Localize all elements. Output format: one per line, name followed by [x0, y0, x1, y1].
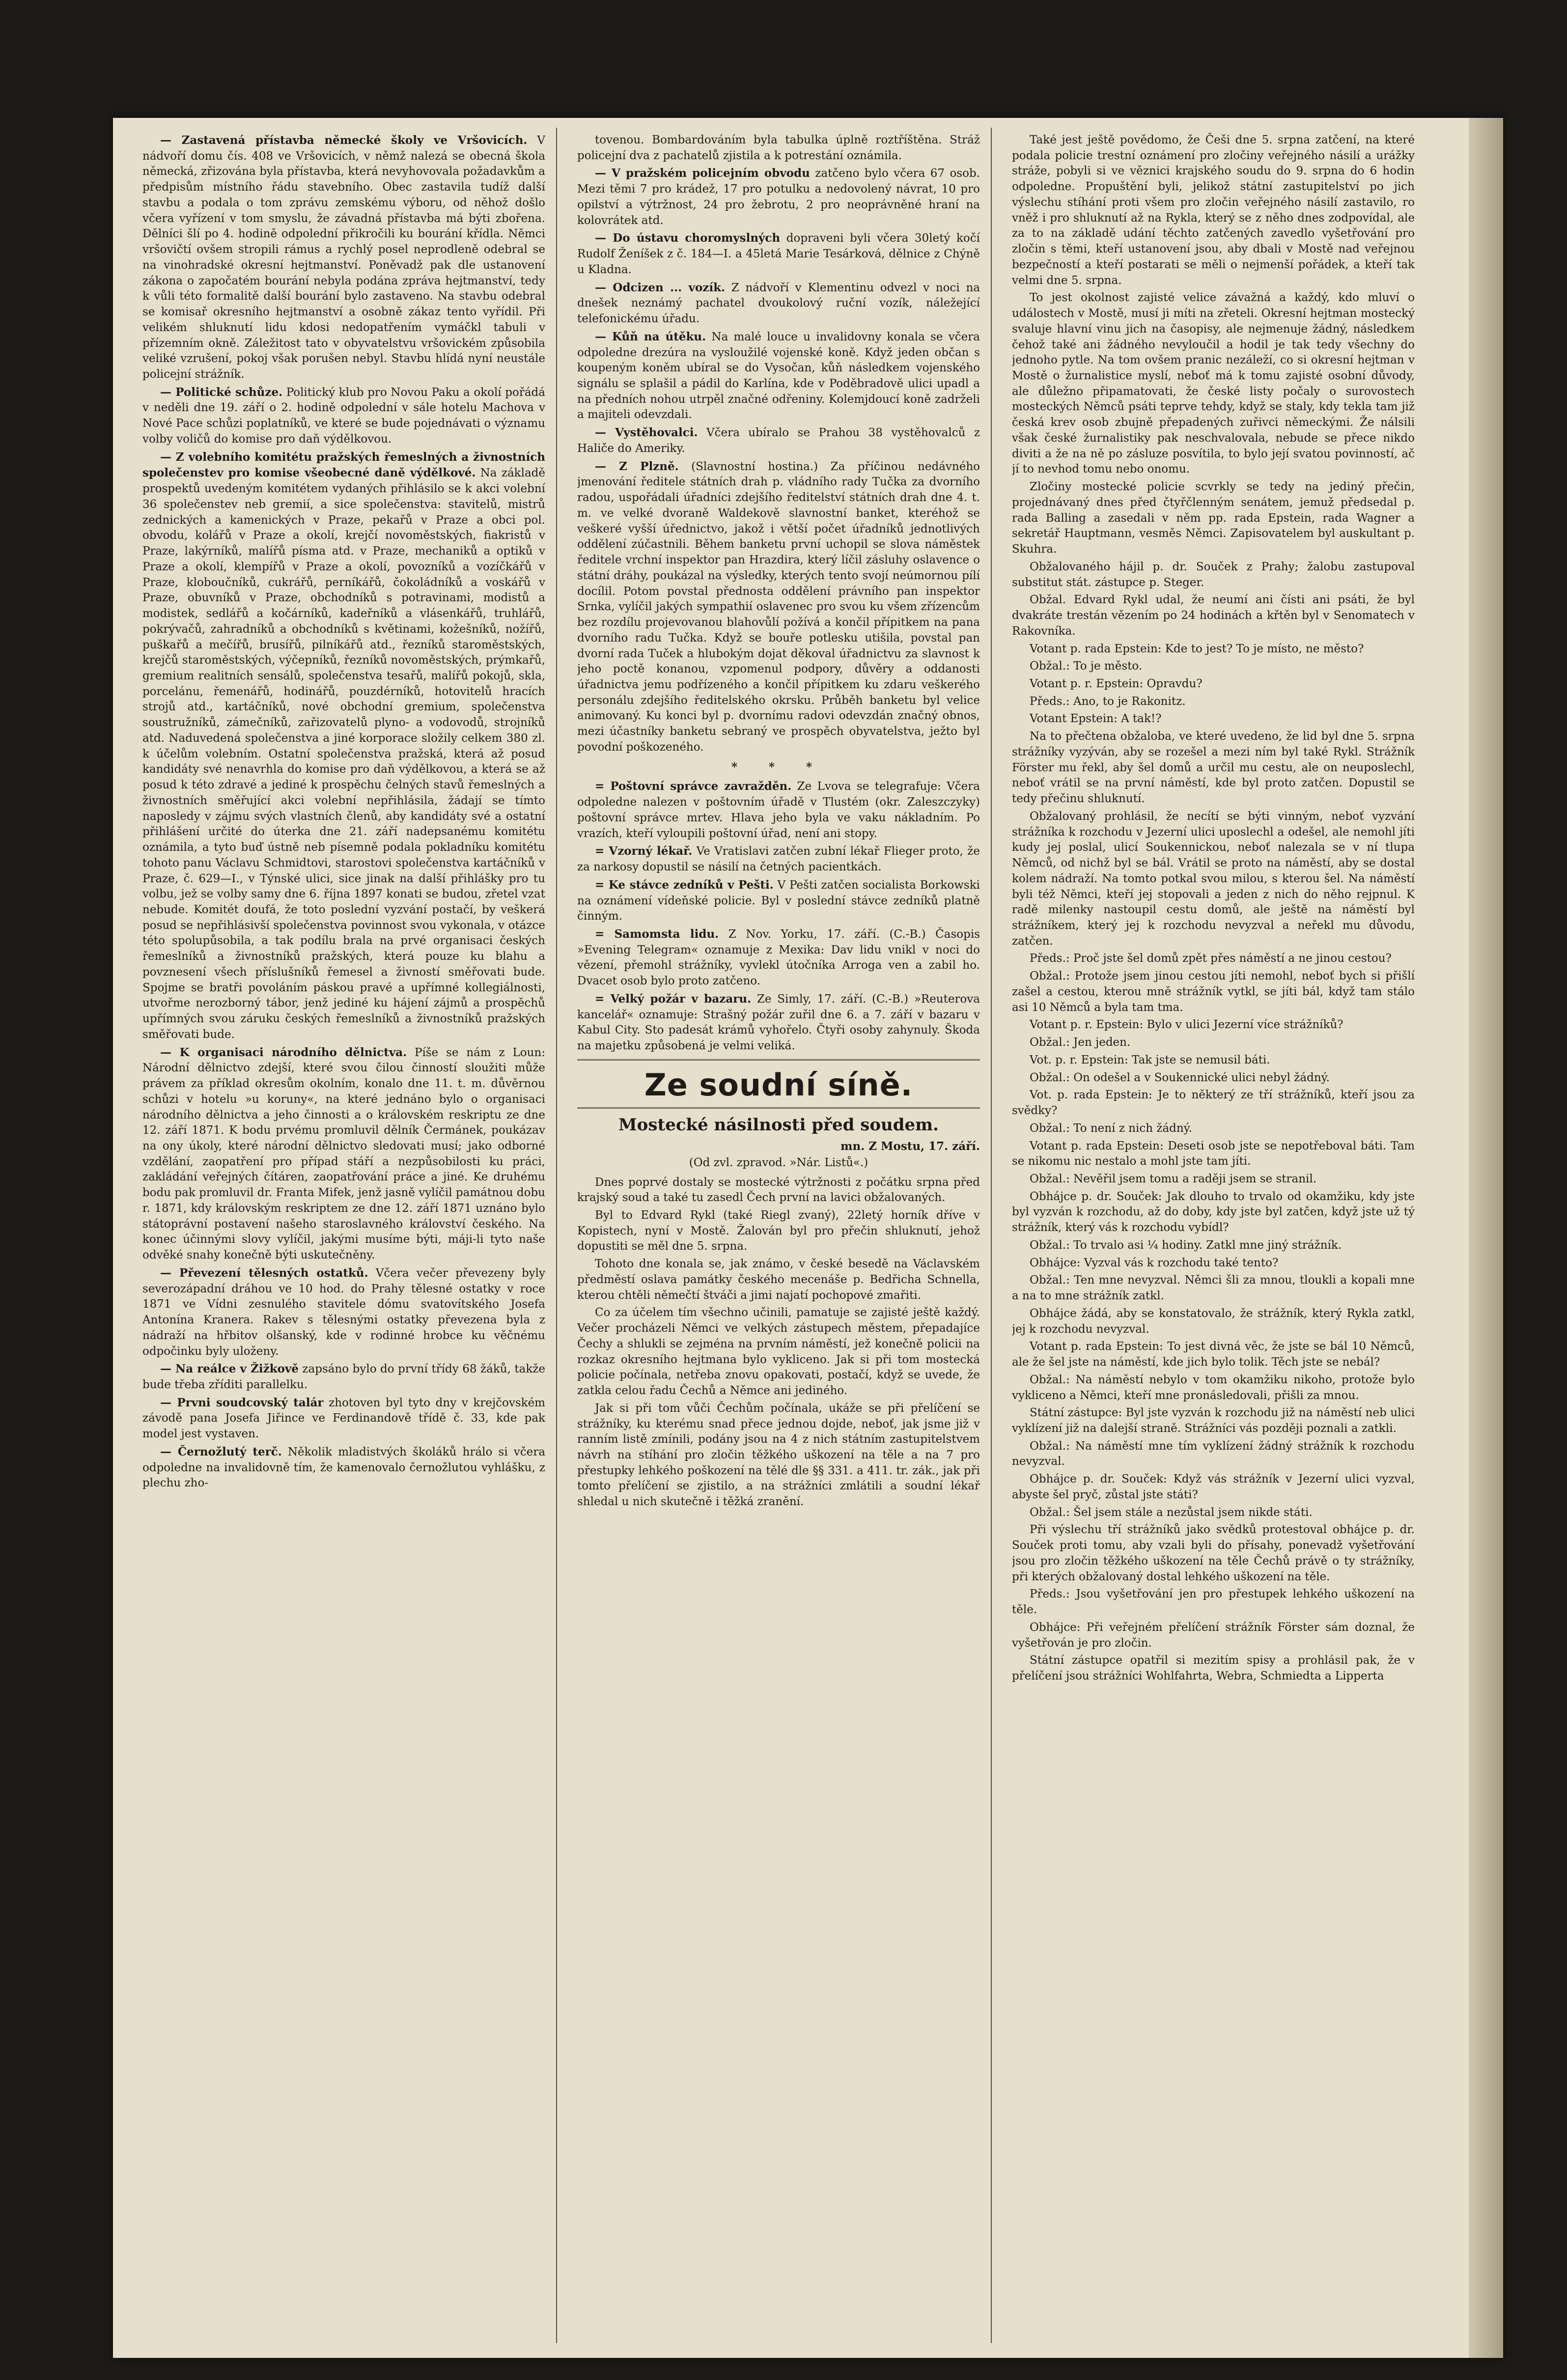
- news-item: [1012, 592, 1415, 639]
- news-headline: = Samomsta lidu.: [595, 927, 719, 941]
- news-headline: — Z volebního komitétu pražských řemeslných a živnostních společenstev pro komise všeobecné daně výdělkové.: [142, 450, 545, 480]
- news-headline: = Velký požár v bazaru.: [595, 992, 752, 1006]
- column-rule: [556, 128, 557, 2343]
- news-body: Politický klub pro Novou Paku a okolí pořádá v neděli dne 19. září o 2. hodině odpolední v sále hotelu Machova v Nové Pace schůzi poplatníků, ve které se bude pojednávati o významu volby voličů do komise pro daň výdělkovou.: [142, 386, 545, 446]
- news-item: [577, 459, 980, 756]
- news-item: [577, 779, 980, 841]
- news-body: zapsáno bylo do první třídy 68 žáků, takže bude třeba zříditi parallelku.: [142, 1363, 545, 1392]
- news-body: V nádvoří domu čís. 408 ve Vršovicích, v němž nalezá se obecná škola německá, zřizována byla přístavba, která nevyhovovala požadavkům a předpisům místního řádu stavebního. Obec zastavila tudíž další stavbu a podala o tom zprávu zemskému výboru, od něhož došlo včera vyřízení v tom smyslu, že závadná přístavba má býti zbořena. Dělníci šlí po 4. hodině odpolední přikročili ku bourání křídla. Němci vršovičtí ovšem stropili rámus a rychlý posel neprodleně odebral se na vinohradské okresní hejtmanství. Poněvadž pak dle ustanovení zákona o započatém bourání nebyla podána zpráva hejtmanství, tedy k vůli této formalitě další bourání bylo zastaveno. Na stavbu odebral se komisař okresního hejtmanství a osobně zákaz tento vyřídil. Při velikém shluknutí lidu kdosi nedopatřením vymáčkl tabuli v přízemním okně. Záležitost tato v obyvatelstvu vršovickém způsobila veliké vzrušení, pokoj však porušen nebyl. Stavbu hlídá nyní neustále policejní strážník.: [142, 134, 545, 381]
- dialogue-line: Votant p. rada Epstein: Deseti osob jste se nepotřeboval báti. Tam se nikomu nic nestalo a mohl jste tam jíti.: [1012, 1139, 1415, 1168]
- news-item: [142, 133, 545, 383]
- dialogue-line: Obžal.: To není z nich žádný.: [1030, 1121, 1192, 1135]
- news-body: Na malé louce u invalidovny konala se včera odpoledne drezúra na vysloužilé vojenské koně. Když jeden občan s koupeným koněm ubíral se do Vysočan, kůň následkem vojenského signálu se splašil a pádil do Karlína, kde v Poděbradově ulici upadl a na předních nohou utrpěl značné odřeniny. Kolemjdoucí koně zadrželi a majiteli odevzdali.: [577, 330, 980, 421]
- news-item: [577, 133, 980, 164]
- news-body: Státní zástupce opatřil si mezitím spisy a prohlásil pak, že v přelíčení jsou strážníci Wohlfahrta, Webra, Schmiedta a Lipperta: [1012, 1654, 1415, 1683]
- news-headline: — Vystěhovalci.: [595, 426, 698, 440]
- dialogue-line: Obžal.: Protože jsem jinou cestou jíti nemohl, neboť bych si přišlí zašel a cestou, kterou mně strážník vytkl, se jíti bál, když tam stálo asi 10 Němců a byla tam tma.: [1012, 970, 1415, 1014]
- news-headline: — Odcizen ... vozík.: [595, 280, 726, 294]
- news-item: [577, 1305, 980, 1399]
- news-item: [1012, 809, 1415, 950]
- news-body: Na to přečtena obžaloba, ve které uvedeno, že lid byl dne 5. srpna strážníky vyzýván, aby se rozešel a mezi ním byl také Rykl. Strážník Förster mu řekl, aby šel domů a určil mu cestu, ale on neuposlechl, neboť vrátil se na první náměstí, kde byl proto zatčen. Dopustil se tedy přečinu shluknutí.: [1012, 730, 1415, 806]
- news-headline: — V pražském policejním obvodu: [595, 167, 810, 180]
- news-item: [577, 230, 980, 278]
- news-item: [577, 843, 980, 875]
- news-body: Ze Lvova se telegrafuje: Včera odpoledne nalezen v poštovním úřadě v Tlustém (okr. Zaleszczyky) poštovní správce mrtev. Hlava jeho byla ve vaku nákladním. Po vrazích, kteří vyloupili poštovní úřad, není ani stopy.: [577, 780, 980, 840]
- news-item: [1012, 1653, 1415, 1684]
- news-body: Několik mladistvých školáků hrálo si včera odpoledne na invalidovně tím, že kamenovalo černožlutou vyhlášku, z plechu zho-: [142, 1445, 545, 1490]
- dialogue-line: Obžal.: Na náměstí nebylo v tom okamžiku nikoho, protože bylo vykliceno a Němci, kteří mne pronásledovali, přišli za mnou.: [1012, 1373, 1415, 1402]
- dialogue-line: Obhájce p. dr. Souček: Jak dlouho to trvalo od okamžiku, kdy jste byl vyzván k rozchodu, až do doby, kdy jste byl zatčen, když jste už tý strážník, který vás k rozchodu vybídl?: [1012, 1190, 1415, 1234]
- article-source: (Od zvl. zpravod. »Nár. Listů«.): [689, 1156, 868, 1169]
- dialogue-line: Votant Epstein: A tak!?: [1030, 712, 1162, 726]
- news-item: [577, 280, 980, 327]
- news-headline: — Prvni soudcovský talár: [160, 1396, 324, 1409]
- column-3: [1012, 133, 1415, 2343]
- column-rule: [991, 128, 992, 2343]
- news-item: [577, 329, 980, 423]
- dialogue-line: Předs.: Proč jste šel domů zpět přes náměstí a ne jinou cestou?: [1030, 952, 1392, 965]
- news-body: Obžalovaný prohlásil, že necítí se býti vinným, neboť vyzvání strážníka k rozchodu v Jezerní ulici uposlechl a odešel, ale nemohl jíti kudy jej poslal, ulicí Soukennickou, neboť nalezala se v ní tlupa Němců, od nichž byl se bál. Vrátil se proto na náměstí, aby se dostal kolem nádraží. Na tomto potkal svou milou, s kterou šel. Na náměstí byli též Němci, kteří jej stopovali a jeden z nich do něho rejpnul. K radě milenky nastoupil cestu domů, ale ještě na náměstí byl strážníkem, který jej k rozchodu nevyzval a neřekl mu důvodu, zatčen.: [1012, 810, 1415, 948]
- news-item: [142, 1444, 545, 1491]
- section-divider: [577, 1107, 980, 1109]
- article-dateline: mn. Z Mostu, 17. září.: [840, 1140, 980, 1153]
- news-body: (Slavnostní hostina.) Za příčinou nedávného jmenování ředitele státních drah p. vládního rady Tučka za dvorního radou, uspořádali úřadníci zdejšího ředitelství státních drah dne 4. t. m. ve velké dvoraně Waldekově slavnostní banket, kteréhož se veškeré vyšší úřednictvo, jakož i větší počet úřadníků jednotlivých oddělení zúčastnili. Během banketu první uchopil se slova náměstek ředitele vrchní inspektor pan Hrazdira, který líčil zásluhy oslavence o státní dráhy, poukázal na výsledky, kterých tento svojí neúmornou pílí docílil. Potom povstal přednosta oddělení právního pan inspektor Srnka, vylíčil jakých sympathií oslavenec pro svou ku všem zřízencům bez rozdílu projevovanou blahovůlí požívá a končil přípitkem na pana dvorního radu Tučka. Když se bouře potlesku utišila, povstal pan dvorní rada Tuček a hlubokým dojat děkoval úřadnictvu za slavnost k jeho poctě konanou, vzpomenul podpory, důvěry a oddanosti úřadnictva jemu podřízeného a končil přípitkem ku zdaru veškerého personálu zdejšího ředitelského okrsku. Průběh banketu byl velice animovaný. Ku konci byl p. dvornímu radovi odevzdán značný obnos, mezi účastníky banketu sebraný ve prospěch obyvatelstva, ježto byl povodní poškozeného.: [577, 460, 980, 754]
- news-body: Obžalovaného hájil p. dr. Souček z Prahy; žalobu zastupoval substitut stát. zástupce p. Steger.: [1012, 560, 1415, 589]
- news-headline: — K organisaci národního dělnictva.: [160, 1045, 407, 1059]
- dialogue-line: Obžal.: Na náměstí mne tím vyklízení žádný strážník k rozchodu nevyzval.: [1012, 1439, 1415, 1468]
- news-body: Obžal. Edvard Rykl udal, že neumí ani čísti ani psáti, že byl dvakráte trestán vězením po 24 hodinách a křtěn byl v Senomatech v Rakovníka.: [1012, 593, 1415, 638]
- news-item: [577, 877, 980, 924]
- news-item: [142, 1395, 545, 1442]
- column-1: [142, 133, 545, 2343]
- dialogue-line: Obhájce p. dr. Souček: Když vás strážník v Jezerní ulici vyzval, abyste šel pryč, zůstal jste státi?: [1012, 1473, 1415, 1501]
- dialogue-line: Votant p. r. Epstein: Bylo v ulici Jezerní více strážníků?: [1030, 1018, 1343, 1032]
- news-item: [1012, 479, 1415, 558]
- news-body: Tohoto dne konala se, jak známo, v české besedě na Václavském předměstí oslava památky českého mecenáše p. Bedřicha Schnella, kterou chtěli němečtí štváči a jimi najatí pochopové zmařiti.: [577, 1258, 980, 1302]
- news-body: Ze Simly, 17. září. (C.-B.) »Reuterova kancelář« oznamuje: Strašný požár zuřil dne 6. a 7. září v bazaru v Kabul City. Sto padesát krámů vyhořelo. Čtyři osoby zahynuly. Škoda na majetku způsobená je velmi veliká.: [577, 992, 980, 1053]
- news-body: zatčeno bylo včera 67 osob. Mezi těmi 7 pro krádež, 17 pro potulku a nedovolený návrat, 10 pro opilství a výtržnost, 24 pro žebrotu, 2 pro neoprávněné hraní na kolovrátek atd.: [577, 167, 980, 227]
- news-body: Při výslechu tří strážníků jako svědků protestoval obhájce p. dr. Souček proti tomu, aby vzali byli do přísahy, ponevadž vyšetřování jsou pro zločin těžkého uškození na těle Čechů právě o ty strážníky, při kterých obžalovaný dostal lehkého uškození na těle.: [1012, 1523, 1415, 1583]
- news-item: [142, 1045, 545, 1263]
- news-item: [142, 385, 545, 448]
- news-item: [577, 1401, 980, 1510]
- dialogue-line: Obhájce žádá, aby se konstatovalo, že strážník, který Rykla zatkl, jej k rozchodu nevyzval.: [1012, 1307, 1415, 1336]
- news-item: [1012, 1522, 1415, 1585]
- news-headline: — Z Plzně.: [595, 459, 679, 473]
- news-item: [577, 1257, 980, 1303]
- dialogue-line: Státní zástupce: Byl jste vyzván k rozchodu již na náměstí neb ulici vyklízení již na dalejší straně. Strážníci vás později poznali a zatkli.: [1012, 1406, 1415, 1435]
- news-body: V Pešti zatčen socialista Borkowski na oznámení vídeňské policie. Byl v poslední stávce zedníků platně činným.: [577, 878, 980, 923]
- news-body: tovenou. Bombardováním byla tabulka úplně roztříštěna. Stráž policejní dva z pachatelů zjistila a k potrestání oznámila.: [577, 134, 980, 162]
- news-headline: — Černožlutý terč.: [160, 1445, 282, 1458]
- section-divider: [577, 1059, 980, 1061]
- section-separator: * * *: [731, 760, 826, 774]
- news-body: Ve Vratislavi zatčen zubní lékař Flieger proto, že za narkosy dopustil se násilí na četných pacientkách.: [577, 845, 980, 874]
- news-body: Na základě prospektů uvedeným komitétem vydaných přihlásilo se k akci volební 36 společenstev neb gremií, a sice společenstva: stavitelů, mistrů zednických a kamenických v Praze, pekařů v Praze a obci pol. obvodu, kolářů v Praze a okolí, krejčí novoměstských, fiakristů v Praze, lakýrníků, malířů písma atd. v Praze, mechaniků a optiků v Praze a okolí, klempířů v Praze a okolí, povozníků a vozíčkářů v Praze, kloboučníků, cukrářů, perníkářů, čokoládníků a voskářů v Praze, obuvníků v Praze, obchodníků s potravinami, modistů a modistek, sedlářů a kočárníků, kadeřníků a vlásenkářů, truhlářů, pokrývačů, zahradníků a obchodníků s květinami, kožešníků, nožířů, puškařů a mečířů, brusířů, pilníkářů atd., řezníků staroměstských, krejčů staroměstských, výčepníků, řezníků novoměstských, prýmkařů, gremium realitních sensálů, společenstva tesařů, malířů pokojů, skla, porcelánu, řemenářů, hodinářů, pouzdérníků, hotovitelů hracích strojů atd., kartáčníků, nové obchodní gremium, společenstva soustružníků, zámečníků, zařizovatelů plyno- a vodovodů, strojníků atd. Naduvedená společenstva a jiné korporace složily celkem 380 zl. k účelům volebním. Ostatní společenstva pražská, která až posud kandidáty své nenavrhla do komise pro daň výdělkovou, a která se až posud k této zdravé a jediné k prospěchu čelných stavů řemeslných a živnostních směřující akci volební nepřihlásila, žádají se tímto naposledy v zájmu svých vlastních členů, aby kandidáty své a ostatní přihlášení určité do úterka dne 21. září nadepsanému komitétu oznámila, a tyto buď ústně neb písemně podala pokladníku komitétu tohoto panu Václavu Schmidtovi, starostovi společenstva kartáčníků v Praze, č. 629—I., v Týnské ulici, sice jinak na další přihlášky pro tu volbu, jež se volby samy dne 6. října 1897 konati se budou, zřetel vzat nebude. Komitét doufá, že toto poslední vyzvání postačí, by veškerá posud se nepřihlásivší společenstva povinnost svou vykonala, v otázce této spolupůsobila, a tak podílu brala na prvé organisaci českých řemeslníků a živnostníků pražských, která pouze ku blahu a povznesení všech příslušníků řemesel a živností směřovati bude. Spojme se bratři povoláním páskou pravé a upřímné kollegiálnosti, utvořme nerozborný tábor, jenž jediné ku hájení zájmů a prospěchů upřímných svou záruku českých řemeslníků a živnostníků pražských směřovati bude.: [142, 467, 545, 1041]
- news-body: Včera večer převezeny byly severozápadní dráhou ve 10 hod. do Prahy tělesné ostatky v roce 1871 ve Vídni zesnulého stavitele dómu svatovítského Josefa Antonína Kranera. Rakev s tělesnými ostatky převezena byla z nádraží na hřbitov olšanský, kde v rodinné hrobce ku věčnému odpočinku byly uloženy.: [142, 1266, 545, 1358]
- dialogue-line: Obžal.: Šel jsem stále a nezůstal jsem nikde státi.: [1030, 1506, 1313, 1519]
- dialogue-line: Votant p. r. Epstein: Opravdu?: [1030, 677, 1203, 690]
- news-item: [577, 991, 980, 1054]
- news-item: [142, 1361, 545, 1393]
- news-body: Včera ubíralo se Prahou 38 vystěhovalců z Haliče do Ameriky.: [577, 426, 980, 455]
- page-spine: [1469, 118, 1503, 2358]
- news-headline: = Poštovní správce zavražděn.: [595, 780, 792, 793]
- news-body: Byl to Edvard Rykl (také Riegl zvaný), 22letý horník dříve v Kopistech, nyní v Mostě. Žalován byl pro přečin shluknutí, jehož dopustiti se měl dne 5. srpna.: [577, 1209, 980, 1253]
- dialogue-line: Obžal.: On odešel a v Soukennické ulici nebyl žádný.: [1030, 1071, 1330, 1084]
- news-headline: = Vzorný lékař.: [595, 844, 693, 858]
- news-item: [577, 425, 980, 456]
- news-item: [1012, 729, 1415, 807]
- dialogue-line: Obhájce: Vyzval vás k rozchodu také tento?: [1030, 1256, 1279, 1269]
- news-body: dopraveni byli včera 30letý kočí Rudolf Ženíšek z č. 184—I. a 45letá Marie Tesárková, dělnice z Chýně u Kladna.: [577, 232, 980, 276]
- news-headline: — Kůň na útěku.: [595, 330, 706, 343]
- dialogue-line: Vot. p. rada Epstein: Je to některý ze tří strážníků, kteří jsou za svědky?: [1012, 1089, 1415, 1118]
- dialogue-line: Předs.: Jsou vyšetřování jen pro přestupek lehkého uškození na těle.: [1012, 1588, 1415, 1617]
- dialogue-line: Obžal.: Nevěřil jsem tomu a raději jsem se stranil.: [1030, 1173, 1317, 1185]
- dialogue-line: Obžal.: To trvalo asi ¼ hodiny. Zatkl mne jiný strážník.: [1030, 1238, 1342, 1252]
- news-item: [142, 449, 545, 1043]
- news-body: zhotoven byl tyto dny v krejčovském závodě pana Josefa Jiřince ve Ferdinandově třídě č. 33, kde pak model jest vystaven.: [142, 1396, 545, 1441]
- news-body: Píše se nám z Loun: Národní dělnictvo zdejší, které svou čilou činností sloužiti může právem za příklad okresům okolním, konalo dne 11. t. m. důvěrnou schůzi v hotelu »u koruny«, na které jednáno bylo o organisaci národního dělnictva a jeho činnosti a o královském reskriptu ze dne 12. září 1871. K bodu prvému promluvil dělník Čermánek, poukázav na ony úkoly, které národní dělnictvo sledovati musí; jako odborné vzdělání, zaopatření pro případ stáří a nezpůsobilosti ku práci, zakládání veřejných čítáren, zaopatřování práce a jiné. Ke druhému bodu pak promluvil dr. Franta Mifek, jenž jasně vylíčil památnou dobu r. 1871, kdy královským reskriptem ze dne 12. září 1871 uznáno bylo státoprávní postavení našeho staroslavného království českého. Na konec účinnými slovy vylíčil, jakými musíme býti, máji-li tyto naše odvěké snahy konečně býti uskutečněny.: [142, 1046, 545, 1262]
- news-headline: — Politické schůze.: [160, 385, 283, 399]
- news-body: Dnes poprvé dostaly se mostecké výtržnosti z počátku srpna před krajský soud a také tu zasedl Čech první na lavici obžalovaných.: [577, 1176, 980, 1204]
- dialogue-line: Votant p. rada Epstein: To jest divná věc, že jste se bál 10 Němců, ale že šel jste na náměstí, kde jich bylo tolik. Těch jste se nebál?: [1012, 1340, 1415, 1369]
- column-2: [577, 133, 980, 2343]
- news-headline: = Ke stávce zedníků v Pešti.: [595, 878, 774, 892]
- news-headline: — Zastavená přístavba německé školy ve Vršovicích.: [160, 134, 528, 147]
- news-headline: — Do ústavu choromyslných: [595, 231, 781, 245]
- news-item: [577, 1175, 980, 1206]
- news-headline: — Převezení tělesných ostatků.: [160, 1266, 368, 1280]
- news-body: Z nádvoří v Klementinu odvezl v noci na dnešek neznámý pachatel dvoukolový ruční vozík, náležející telefonickému úřadu.: [577, 281, 980, 326]
- dialogue-line: Obžal.: To je město.: [1030, 660, 1143, 673]
- news-headline: — Na reálce v Žižkově: [160, 1362, 299, 1376]
- news-item: [1012, 560, 1415, 590]
- article-title: Mostecké násilnosti před soudem.: [618, 1115, 939, 1135]
- news-item: [1012, 133, 1415, 288]
- dialogue-line: Votant p. rada Epstein: Kde to jest? To je místo, ne město?: [1030, 642, 1364, 655]
- news-body: Co za účelem tím všechno učinili, pamatuje se zajisté ještě každý. Večer procházeli Němci ve velkých zástupech městem, přepadajíce Čechy a shlukli se zejména na prvním náměstí, jež konečně policii na rozkaz okresního hejtmana bylo vykliceno. Jak si při tom mostecká policie počínala, netřeba znovu opakovati, postačí, když se uvede, že zatkla celou řadu Čechů a Němce ani jediného.: [577, 1306, 980, 1398]
- dialogue-line: Obhájce: Při veřejném přelíčení strážník Förster sám doznal, že vyšetřován je pro zločin.: [1012, 1621, 1415, 1650]
- dialogue-line: Obžal.: Ten mne nevyzval. Němci šli za mnou, tloukli a kopali mne a na to mne strážník zatkl.: [1012, 1274, 1415, 1303]
- dialogue-line: Předs.: Ano, to je Rakonitz.: [1030, 695, 1186, 708]
- news-item: [577, 1208, 980, 1255]
- news-item: [577, 926, 980, 989]
- dialogue-line: Obžal.: Jen jeden.: [1030, 1036, 1131, 1049]
- news-body: To jest okolnost zajisté velice závažná a každý, kdo mluví o událostech v Mostě, musí ji míti na zřeteli. Okresní hejtman mostecký svaluje hlavní vinu jich na časopisy, ale nejmenuje žádný, následkem čehož také ani žádného nevyloučil a hodil je tak tedy všechny do jednoho pytle. Na tom ovšem pranic nezáleží, co si okresní hejtman v Mostě o žurnalistice myslí, neboť má k tomu zajisté osobní důvody, ale důležno připamatovati, že české listy počaly o surovostech mosteckých Němců psáti teprve tehdy, když se staly, kdy tekla tam již česká krev osob zbujně přepadených zuřivci německými. Že nálsili však české žurnalistiky pak neschvalovala, nebude se přece nikdo diviti a že na ně po zásluze posvítila, to bylo její svatou povinností, ač jí to nevhod tomu nebo onomu.: [1012, 291, 1415, 476]
- news-body: Jak si při tom vůči Čechům počínala, ukáže se při přelíčení se strážníky, ku kterému snad přece jednou dojde, neboť, jak jsme již v ranním listě zmínili, podány jsou na 4 z nich státním zastupitelstvem návrh na stíhání pro zločin těžkého uškození na těle a na 7 pro přestupky lehkého poškození na tělé dle §§ 331. a 411. tr. zák., jak při tomto přelíčení se zjistilo, a na strážníci zmlátili a soudní lékař shledal u nich skutečně i těžká zranění.: [577, 1401, 980, 1509]
- news-item: [142, 1265, 545, 1359]
- section-banner: Ze soudní síně.: [644, 1066, 913, 1103]
- news-body: Z Nov. Yorku, 17. září. (C.-B.) Časopis »Evening Telegram« oznamuje z Mexika: Dav lidu vnikl v noci do vězení, přemohl strážníky, vyvlekl útočníka Arroga ven a zabil ho. Dvacet osob bylo proto zatčeno.: [577, 927, 980, 988]
- news-item: [577, 166, 980, 228]
- dialogue-line: Vot. p. r. Epstein: Tak jste se nemusil báti.: [1030, 1053, 1270, 1066]
- newspaper-page: [113, 118, 1503, 2358]
- news-body: Také jest ještě povědomo, že Češi dne 5. srpna zatčení, na které podala policie trestní oznámení pro zločiny veřejného násilí a urážky stráže, pobyli si ve věznici krajského soudu do 9. srpna do 6 hodin odpoledne. Propuštění byli, jelikož státní zastupitelství po jich výslechu stíhání proti všem pro zločin veřejného násilí zastavilo, ro vněž i pro shluknutí až na Rykla, který se z něho dnes zodpovídal, ale za to na základě udání těchto zatčených zavedlo vyšetřování pro zločin s těmi, kteří ustanovení jsou, aby dbali v Mostě nad veřejnou bezpečností a kteří postarati se měli o nejmenší pořádek, a kteří tak velmi dne 5. srpna.: [1012, 134, 1415, 287]
- news-item: [1012, 290, 1415, 477]
- news-body: Zločiny mostecké policie scvrkly se tedy na jediný přečin, projednávaný dnes před čtyřčlenným senátem, jemuž předsedal p. rada Balling a zasedali v něm pp. rada Epstein, rada Wagner a sekretář Hauptmann, vesměs Němci. Zapisovatelem byl auskultant p. Skuhra.: [1012, 480, 1415, 556]
